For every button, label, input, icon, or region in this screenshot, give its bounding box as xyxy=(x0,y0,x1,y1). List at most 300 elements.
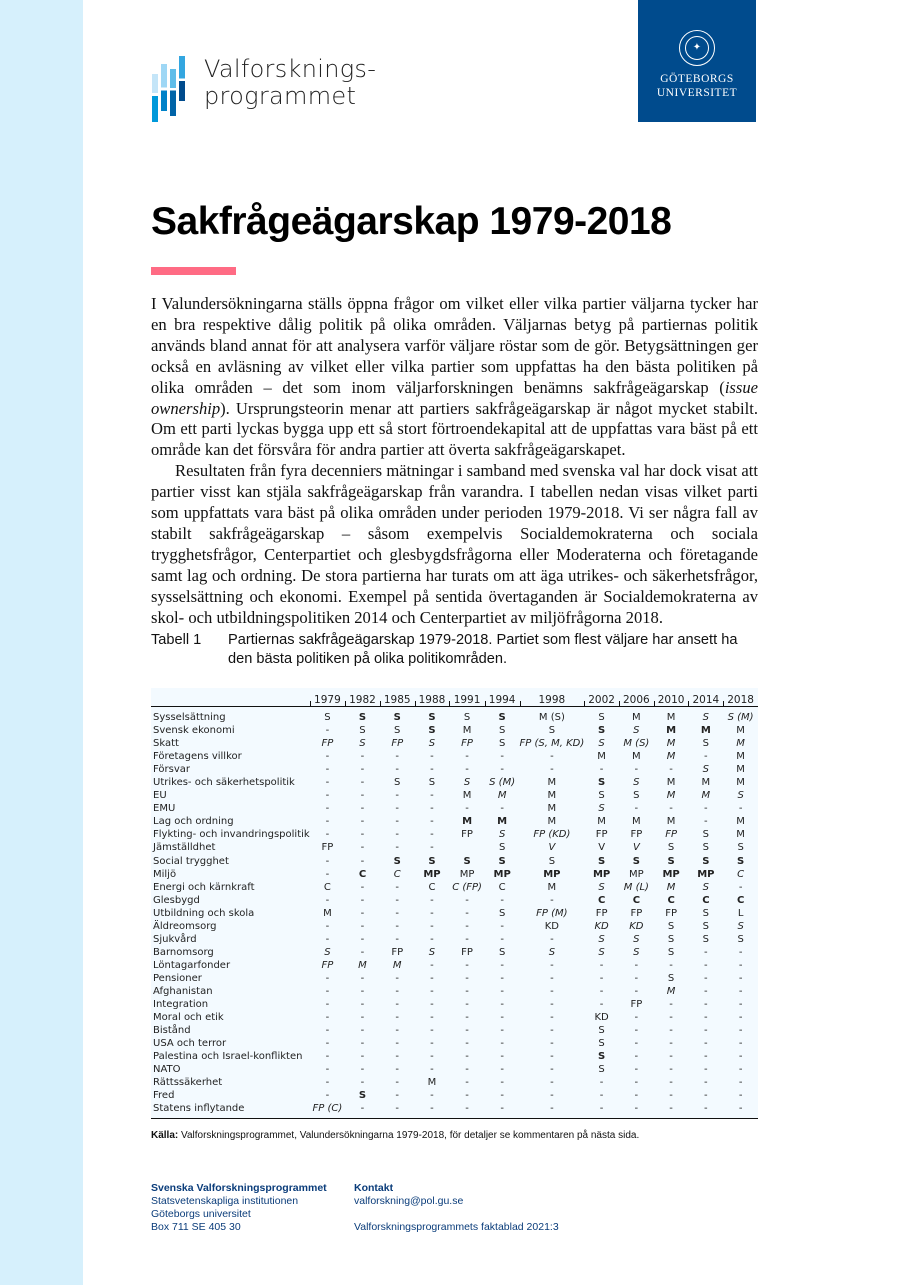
party-cell: - xyxy=(395,1090,400,1102)
party-cell: - xyxy=(738,1025,743,1037)
party-cell: - xyxy=(465,1038,469,1050)
party-cell: - xyxy=(395,920,400,932)
party-cell: - xyxy=(599,972,604,984)
party-cell: MP xyxy=(423,868,441,880)
party-cell: FP xyxy=(321,738,334,750)
party-cell: - xyxy=(465,803,469,815)
party-cell: M xyxy=(666,816,676,828)
party-cell: - xyxy=(500,959,504,971)
party-cell: - xyxy=(395,907,400,919)
party-cell: - xyxy=(500,1012,504,1024)
party-cell: - xyxy=(704,1064,708,1076)
table-row xyxy=(151,881,758,894)
party-cell: - xyxy=(654,1102,689,1119)
year-column-header: 1998 xyxy=(520,688,585,707)
party-cell: S xyxy=(633,790,640,802)
party-cell: - xyxy=(669,1025,673,1037)
party-cell: M xyxy=(736,816,745,828)
party-cell: - xyxy=(360,816,365,828)
footer-contact xyxy=(354,1182,559,1234)
party-cell: S xyxy=(359,738,366,750)
party-cell: - xyxy=(360,920,365,932)
party-cell: - xyxy=(325,1051,330,1063)
party-cell: FP xyxy=(321,959,334,971)
party-cell: S xyxy=(667,933,675,945)
party-cell: S xyxy=(702,881,710,893)
party-cell: S xyxy=(633,725,640,737)
party-cell: M xyxy=(666,986,676,997)
party-cell: - xyxy=(704,803,708,815)
party-cell: - xyxy=(360,855,365,867)
party-cell: M xyxy=(632,816,641,828)
policy-area-label: Integration xyxy=(153,999,209,1011)
party-cell: - xyxy=(634,1077,639,1089)
party-cell: C xyxy=(597,894,606,906)
party-cell: - xyxy=(360,986,365,997)
party-cell: S xyxy=(598,712,605,724)
party-cell: M xyxy=(547,777,557,789)
party-cell: - xyxy=(380,1102,415,1119)
party-cell: - xyxy=(325,1090,330,1102)
party-cell: - xyxy=(395,1077,400,1089)
party-cell: - xyxy=(360,751,365,763)
table-row xyxy=(151,724,758,737)
issue-ownership-term: issue ownership xyxy=(151,377,758,418)
party-cell: C xyxy=(736,894,745,906)
party-cell: C xyxy=(358,868,367,880)
party-cell: - xyxy=(669,999,673,1011)
party-cell: - xyxy=(415,1102,450,1119)
party-cell: FP xyxy=(391,738,404,750)
party-cell: - xyxy=(500,1077,504,1089)
party-cell: - xyxy=(550,894,554,906)
table-row xyxy=(151,855,758,868)
party-cell: S xyxy=(598,1038,605,1050)
table-row xyxy=(151,815,758,828)
party-cell: - xyxy=(584,1102,619,1119)
party-cell: M xyxy=(462,790,472,802)
party-cell: M xyxy=(666,777,676,789)
party-cell: - xyxy=(704,816,708,828)
party-cell: - xyxy=(550,959,554,971)
party-cell: C xyxy=(737,868,745,880)
party-cell: - xyxy=(360,933,365,945)
year-column-header: 2018 xyxy=(723,688,758,707)
party-cell: V xyxy=(632,842,640,854)
party-cell: FP (M) xyxy=(536,907,568,919)
university-seal-icon: ✦ xyxy=(679,30,715,66)
party-cell: - xyxy=(550,999,554,1011)
intro-paragraph-2: Resultaten från fyra decenniers mätningar i samband med svenska val har dock visat att partier visst kan stjäla sakfrågeägarskap från varandra. I tabellen nedan visas vilket parti som uppfattats vara bäst på olika områden under perioden 1979-2018. Vi ser några fall av stabilt sakfrågeägarskap – såsom exempelvis Socialdemokraterna och sociala trygghetsfrågor, Centerpartiet och glesbygdsfrågorna eller Moderaterna och företagande samt lag och ordning. De stora partierna har turats om att äga utrikes- och säkerhetsfrågor, sysselsättning och ekonomi. Exempel på sentida övertaganden är Socialdemokraterna av skol- och utbildningspolitiken 2014 och Centerpartiet av miljöfrågorna 2018. xyxy=(151,461,758,627)
party-cell: - xyxy=(360,829,365,841)
footer-contact-email[interactable]: valforskning@pol.gu.se xyxy=(354,1195,464,1207)
party-cell: - xyxy=(395,894,400,906)
party-cell: FP xyxy=(461,829,473,841)
party-cell: - xyxy=(325,868,330,880)
party-cell: S xyxy=(667,920,675,932)
table-row xyxy=(151,1063,758,1076)
party-cell: - xyxy=(465,972,469,984)
party-cell: S xyxy=(428,855,436,867)
party-cell: S xyxy=(428,725,436,737)
party-cell: S xyxy=(394,725,401,737)
table-row xyxy=(151,763,758,776)
party-cell: S xyxy=(737,790,744,802)
policy-area-label: NATO xyxy=(153,1064,181,1076)
party-cell: M xyxy=(736,751,745,763)
party-cell: - xyxy=(325,1025,330,1037)
party-cell: - xyxy=(465,1077,469,1089)
party-cell: S xyxy=(498,712,506,724)
party-cell: - xyxy=(738,959,743,971)
table-row xyxy=(151,1102,758,1119)
party-cell: - xyxy=(430,790,434,802)
party-cell: - xyxy=(395,1064,400,1076)
party-cell: - xyxy=(634,959,639,971)
party-cell: S xyxy=(702,920,710,932)
table-source xyxy=(151,1130,639,1141)
party-cell: S xyxy=(667,855,675,867)
party-cell: S xyxy=(702,907,710,919)
party-cell: S xyxy=(598,1064,605,1076)
party-cell: - xyxy=(360,1064,365,1076)
party-cell: M xyxy=(700,725,711,737)
policy-area-label: Rättssäkerhet xyxy=(153,1077,223,1089)
party-cell: - xyxy=(669,959,673,971)
party-cell: M xyxy=(597,751,606,763)
party-cell: S xyxy=(632,855,640,867)
party-cell: - xyxy=(465,1025,469,1037)
party-cell: - xyxy=(500,986,504,997)
university-name-line-1: GÖTEBORGS xyxy=(660,73,734,85)
party-cell: FP xyxy=(461,946,473,958)
year-column-header: 2006 xyxy=(619,688,654,707)
party-cell: - xyxy=(395,881,400,893)
footer-series: Valforskningsprogrammets faktablad 2021:3 xyxy=(354,1221,559,1233)
table-caption xyxy=(151,631,751,669)
party-cell: FP xyxy=(665,907,677,919)
party-cell: - xyxy=(360,1012,365,1024)
party-cell: - xyxy=(723,1102,758,1119)
party-cell: - xyxy=(430,764,434,776)
party-cell: - xyxy=(669,1090,673,1102)
party-cell: - xyxy=(738,803,743,815)
party-cell: - xyxy=(704,1025,708,1037)
party-cell: - xyxy=(599,764,604,776)
party-cell: - xyxy=(325,920,330,932)
party-cell: - xyxy=(465,959,469,971)
party-cell: - xyxy=(465,894,469,906)
table-row xyxy=(151,1089,758,1102)
party-cell: S xyxy=(598,855,606,867)
party-cell: S xyxy=(737,920,744,932)
table-row xyxy=(151,868,758,881)
table-caption-text: Partiernas sakfrågeägarskap 1979-2018. Partiet som flest väljare har ansett ha den bästa politiken på olika politikområden. xyxy=(228,632,738,667)
policy-area-label: Skatt xyxy=(153,738,179,750)
party-cell: S xyxy=(737,933,744,945)
party-cell: S xyxy=(598,738,605,750)
party-cell: - xyxy=(325,1077,330,1089)
party-cell: - xyxy=(395,829,400,841)
party-cell: MP xyxy=(493,868,511,880)
party-cell: - xyxy=(395,972,400,984)
party-cell: C xyxy=(667,894,675,906)
party-cell: - xyxy=(634,1090,639,1102)
goteborgs-universitet-logo xyxy=(638,0,756,122)
party-cell: - xyxy=(550,1064,554,1076)
party-cell: S xyxy=(428,712,436,724)
party-cell: S xyxy=(598,725,606,737)
party-cell: - xyxy=(599,959,604,971)
policy-area-label: EU xyxy=(153,790,167,802)
footer-org-line-1: Statsvetenskapliga institutionen xyxy=(151,1195,299,1207)
party-cell: - xyxy=(360,1077,365,1089)
page-title: Sakfrågeägarskap 1979-2018 xyxy=(151,200,672,243)
party-cell: - xyxy=(619,1102,654,1119)
party-cell: - xyxy=(325,1064,330,1076)
party-cell: - xyxy=(704,1051,708,1063)
party-cell: S xyxy=(633,946,640,958)
party-cell: M xyxy=(701,790,711,802)
party-cell: KD xyxy=(594,1012,609,1024)
party-cell: - xyxy=(669,1038,673,1050)
party-cell: KD xyxy=(594,920,609,932)
policy-area-label: Utrikes- och säkerhetspolitik xyxy=(153,777,295,789)
party-cell: M xyxy=(462,816,473,828)
party-cell: S xyxy=(394,777,401,789)
party-cell: M xyxy=(666,725,677,737)
policy-area-label: EMU xyxy=(153,803,176,815)
party-cell: S xyxy=(633,777,640,789)
party-cell: S xyxy=(633,933,640,945)
party-cell: S xyxy=(598,946,605,958)
party-cell: S xyxy=(498,829,506,841)
party-cell: M xyxy=(666,712,676,724)
year-column-header: 1979 xyxy=(310,688,345,707)
intro-text xyxy=(151,294,758,629)
party-cell: - xyxy=(430,986,434,997)
policy-area-label: Statens inflytande xyxy=(151,1102,310,1119)
party-cell: - xyxy=(500,920,504,932)
party-cell: - xyxy=(325,894,330,906)
party-cell: - xyxy=(360,907,365,919)
party-cell: - xyxy=(500,1038,504,1050)
party-cell: - xyxy=(395,764,400,776)
party-cell: KD xyxy=(629,920,644,932)
party-cell: - xyxy=(360,1025,365,1037)
party-cell: - xyxy=(360,777,365,789)
table-header-label xyxy=(151,688,310,707)
party-cell: L xyxy=(737,907,744,919)
party-cell: FP xyxy=(595,907,608,919)
party-cell: FP (S, M, KD) xyxy=(519,738,585,750)
party-cell: M xyxy=(547,790,557,802)
party-cell: M xyxy=(547,816,557,828)
party-cell: - xyxy=(325,803,330,815)
valforskningsprogrammet-logo xyxy=(152,56,376,122)
party-cell: M xyxy=(392,959,402,971)
party-cell: M xyxy=(666,751,676,763)
party-cell: C xyxy=(498,881,506,893)
party-cell: - xyxy=(634,1051,639,1063)
party-cell: - xyxy=(500,894,504,906)
party-cell: - xyxy=(485,1102,520,1119)
party-cell: - xyxy=(738,1090,743,1102)
year-column-header: 1985 xyxy=(380,688,415,707)
policy-area-label: Fred xyxy=(153,1090,175,1102)
source-label: Källa: xyxy=(151,1130,179,1141)
party-cell: - xyxy=(599,999,604,1011)
party-cell: M (L) xyxy=(623,881,649,893)
party-cell: S xyxy=(598,1025,605,1037)
party-cell: C xyxy=(702,894,710,906)
party-cell: - xyxy=(704,946,708,958)
party-cell: - xyxy=(360,1038,365,1050)
table-row xyxy=(151,1037,758,1050)
table-row xyxy=(151,828,758,841)
party-cell: S xyxy=(498,907,506,919)
party-cell: - xyxy=(325,725,330,737)
party-cell: S xyxy=(702,764,710,776)
party-cell: - xyxy=(325,751,330,763)
party-cell: - xyxy=(550,751,554,763)
party-cell: - xyxy=(738,881,743,893)
party-cell: M xyxy=(497,816,508,828)
party-cell: MP xyxy=(592,868,611,880)
party-cell: M xyxy=(632,751,641,763)
party-cell: S xyxy=(428,777,436,789)
party-cell: - xyxy=(550,1012,554,1024)
party-cell: - xyxy=(465,751,469,763)
party-cell: S xyxy=(702,855,710,867)
table-header-row xyxy=(151,688,758,707)
party-cell: - xyxy=(360,946,365,958)
university-name-line-2: UNIVERSITET xyxy=(656,87,738,99)
party-cell: - xyxy=(325,972,330,984)
policy-area-label: Miljö xyxy=(153,868,177,880)
table-row xyxy=(151,737,758,750)
party-cell: - xyxy=(360,894,365,906)
party-cell: S xyxy=(463,712,471,724)
party-cell: M xyxy=(736,829,745,841)
policy-area-label: Utbildning och skola xyxy=(153,907,255,919)
policy-area-label: Barnomsorg xyxy=(153,946,214,958)
party-cell: S xyxy=(667,972,675,984)
party-cell: V xyxy=(548,842,556,854)
party-cell: S xyxy=(702,829,710,841)
party-cell: - xyxy=(430,816,434,828)
party-cell: M (S) xyxy=(538,712,565,724)
party-cell: - xyxy=(669,1051,673,1063)
year-column-header: 2002 xyxy=(584,688,619,707)
table-row xyxy=(151,907,758,920)
party-cell: V xyxy=(598,842,606,854)
left-sidebar-band xyxy=(0,0,83,1285)
party-cell: MP xyxy=(543,868,561,880)
party-cell: S (M) xyxy=(489,777,516,789)
year-column-header: 1982 xyxy=(345,688,380,707)
party-cell: - xyxy=(550,986,554,997)
policy-area-label: Flykting- och invandringspolitik xyxy=(153,829,310,841)
policy-area-label: Pensioner xyxy=(153,972,202,984)
party-cell: - xyxy=(704,1077,708,1089)
party-cell: - xyxy=(669,803,673,815)
party-cell: - xyxy=(360,764,365,776)
bar-chart-logo-icon xyxy=(152,56,188,122)
party-cell: - xyxy=(325,1012,330,1024)
party-cell: S xyxy=(498,738,506,750)
party-cell: S xyxy=(498,725,506,737)
party-cell: FP (KD) xyxy=(533,829,571,841)
policy-area-label: Svensk ekonomi xyxy=(153,725,235,737)
party-cell: - xyxy=(704,959,708,971)
party-cell: M xyxy=(323,907,332,919)
table-row xyxy=(151,776,758,789)
party-cell: - xyxy=(704,751,708,763)
policy-area-label: Löntagarfonder xyxy=(153,959,231,971)
party-cell: - xyxy=(325,790,330,802)
party-cell: - xyxy=(704,972,708,984)
party-cell: M xyxy=(547,881,557,893)
party-cell: - xyxy=(550,1077,554,1089)
party-cell: C (FP) xyxy=(452,881,482,893)
policy-area-label: Företagens villkor xyxy=(153,751,242,763)
year-column-header: 2010 xyxy=(654,688,689,707)
party-cell: - xyxy=(704,1090,708,1102)
party-cell: - xyxy=(704,1012,708,1024)
party-cell: - xyxy=(634,1025,639,1037)
party-cell: - xyxy=(360,972,365,984)
party-cell: - xyxy=(500,1090,504,1102)
party-cell: - xyxy=(430,1038,434,1050)
party-cell: C xyxy=(632,894,641,906)
party-cell: - xyxy=(325,764,330,776)
party-cell: M xyxy=(701,777,711,789)
party-cell: S xyxy=(598,1051,606,1063)
party-cell: - xyxy=(325,829,330,841)
source-text: Valforskningsprogrammet, Valundersökningarna 1979-2018, för detaljer se kommentaren på nästa sida. xyxy=(178,1130,640,1141)
party-cell: - xyxy=(325,1038,330,1050)
party-cell: - xyxy=(395,842,400,854)
party-cell: - xyxy=(738,946,743,958)
party-cell: S xyxy=(359,725,366,737)
party-cell: S (M) xyxy=(727,712,754,724)
party-cell: - xyxy=(500,803,504,815)
party-cell: FP xyxy=(630,829,643,841)
footer-organization xyxy=(151,1182,327,1234)
party-cell: FP xyxy=(630,907,643,919)
party-cell: - xyxy=(360,1051,365,1063)
party-cell: S xyxy=(393,712,401,724)
party-cell: - xyxy=(465,999,469,1011)
party-cell: M xyxy=(427,1077,437,1089)
party-cell: S xyxy=(702,738,710,750)
party-cell: M xyxy=(547,803,557,815)
party-cell: - xyxy=(500,972,504,984)
party-cell: M xyxy=(736,725,745,737)
party-cell: - xyxy=(360,842,365,854)
party-cell: - xyxy=(395,1038,400,1050)
party-cell: - xyxy=(738,1038,743,1050)
party-cell: S xyxy=(393,855,401,867)
party-cell: - xyxy=(360,881,365,893)
party-cell: M xyxy=(632,712,641,724)
party-cell: - xyxy=(634,1064,639,1076)
party-cell: - xyxy=(738,972,743,984)
party-cell: - xyxy=(430,829,434,841)
party-cell: M xyxy=(666,738,676,750)
footer-contact-title: Kontakt xyxy=(354,1182,394,1194)
